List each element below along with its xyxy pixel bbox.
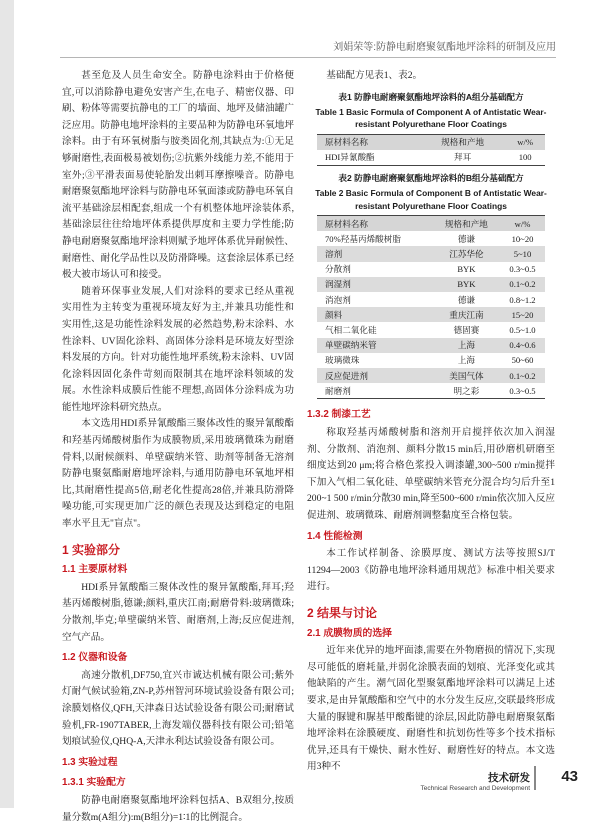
paragraph: 防静电耐磨聚氨酯地坪涂料包括A、B双组分,按质量分数m(A组分):m(B组分)=1∶1的比例混合。	[62, 794, 294, 823]
table-row	[317, 368, 545, 383]
table-cell: 颜料	[325, 309, 343, 320]
formula-table-a	[317, 134, 545, 166]
running-head: 刘娟荣等:防静电耐磨聚氨酯地坪涂料的研制及应用	[60, 38, 556, 58]
page-number: 43	[561, 768, 578, 785]
table-header: 原材料名称	[325, 137, 368, 148]
table-cell: 15~20	[511, 309, 534, 320]
table-header-row	[317, 134, 545, 150]
table-cell: 反应促进剂	[325, 370, 368, 381]
table-cell: BYK	[457, 279, 476, 290]
table-cell: 德谦	[457, 294, 476, 305]
table-cell: 德谦	[457, 233, 476, 244]
subsection-heading: 1.3 实验过程	[62, 756, 118, 768]
table-cell: 0.3~0.5	[509, 264, 536, 275]
table-cell: 0.3~0.5	[509, 385, 536, 396]
table-cell: 70%羟基丙烯酸树脂	[325, 233, 401, 244]
table-row	[317, 246, 545, 261]
table-header: 规格和产地	[444, 218, 488, 229]
table-cell: 分散剂	[325, 264, 351, 275]
footer-section-name: 技术研发	[488, 772, 530, 784]
right-column	[307, 68, 555, 776]
table-caption-english: Table 2 Basic Formula of Component B of Antistatic Wear-resistant Polyurethane Floor Coatings	[315, 188, 547, 211]
table-cell: 气相二氧化硅	[325, 324, 377, 335]
subsection-heading: 2.1 成膜物质的选择	[307, 627, 392, 639]
footer-divider	[534, 766, 536, 790]
table-row	[317, 150, 545, 166]
table-cell: 拜耳	[454, 152, 472, 163]
paragraph: 本文选用HDI系异氰酸酯三聚体改性的聚异氰酸酯和羟基丙烯酸树脂作为成膜物质,采用玻璃微珠为耐磨骨料,以耐候颜料、单壁碳纳米管、助剂等制备无溶剂防静电聚氨酯耐磨地坪涂料,与通用防静电环氧地坪相比,其耐磨性提高5倍,耐老化性提高28倍,并兼具防滑降噪功能,可实现更加广泛的颜色表现及达到稳定的电阻率水平且无"盲点"。	[62, 418, 294, 530]
table-cell: 玻璃微珠	[325, 355, 360, 366]
table-cell: 江苏华伦	[449, 248, 484, 259]
formula-table-b	[317, 215, 545, 399]
table-cell: 溶剂	[325, 248, 343, 259]
section-heading: 1 实验部分	[62, 542, 121, 557]
paragraph: 基础配方见表1、表2。	[326, 70, 423, 81]
paragraph: 高速分散机,DF750,宜兴市诚达机械有限公司;紫外灯耐气候试验箱,ZN-P,苏州智河环境试验设备有限公司;涂膜划格仪,QFH,天津森日达试验设备有限公司;耐磨试验机,FR-1907TABER,上海发端仪器科技有限公司;铅笔划痕试验仪,QHQ-A,天津永利达试验设备有限公司。	[62, 669, 294, 748]
left-column	[62, 68, 294, 826]
table-cell: 润湿剂	[325, 279, 351, 290]
table-cell: 德固赛	[453, 324, 480, 335]
table-cell: 0.5~1.0	[509, 324, 536, 335]
footer-section-english: Technical Research and Development	[420, 785, 530, 792]
subsection-heading: 1.3.2 制漆工艺	[307, 409, 371, 421]
table-cell: 0.4~0.6	[509, 340, 536, 351]
table-cell: 美国气体	[449, 370, 484, 381]
paragraph: 随着环保事业发展,人们对涂料的要求已经从重视实用性为主转变为重视环境友好为主,并兼具功能性和实用性,这是功能性涂料发展的必然趋势,粉末涂料、水性涂料、UV固化涂料、高固体分涂料是环境友好型涂料发展的方向。针对功能性地坪系统,粉末涂料、UV固化涂料因固化条件苛刻而限制其在地坪涂料领域的发展。水性涂料成膜后性能不理想,高固体分涂料成为功能性地坪涂料研究热点。	[62, 285, 294, 413]
table-caption-english: Table 1 Basic Formula of Component A of Antistatic Wear-resistant Polyurethane Floor Coatings	[315, 106, 547, 130]
subsection-heading: 1.1 主要原材料	[62, 564, 128, 576]
table-cell: 0.1~0.2	[509, 370, 536, 381]
table-header: 原材料名称	[325, 218, 368, 229]
table-cell: 消泡剂	[325, 294, 351, 305]
section-heading: 2 结果与讨论	[307, 605, 378, 620]
table-cell: 上海	[457, 355, 476, 366]
subsection-heading: 1.4 性能检测	[307, 530, 363, 542]
table-cell: 0.8~1.2	[509, 294, 536, 305]
table-cell: 上海	[457, 340, 476, 351]
table-cell: 0.1~0.2	[509, 279, 536, 290]
table-cell: HDI异氰酸酯	[325, 152, 375, 163]
table-cell: 重庆江南	[449, 309, 484, 320]
paragraph: 本工作试样制备、涂膜厚度、测试方法等按照SJ/T 11294—2003《防静电地坪涂料通用规范》标准中相关要求进行。	[307, 548, 555, 593]
paragraph: 甚至危及人员生命安全。防静电涂料由于价格便宜,可以消除静电避免安害产生,在电子、精密仪器、印刷、粉体等需要抗静电的工厂的墙面、地坪及储油罐广泛应用。防静电地坪涂料的主要品种为防静电环氧地坪涂料。由于有环氧树脂与胺类固化剂,其缺点为:①无足够耐磨性,表面极易被划伤;②抗紫外线能力差,不能用于室外;③平滑表面易使轮胎发出刺耳摩擦噪音。防静电耐磨聚氨酯地坪涂料与防静电环氧面漆或防静电环氧自流平基础涂层相配套,组成一个有机整体地坪涂装体系,基础涂层往往给地坪体系提供厚度和主要力学性能;防静电耐磨聚氨酯地坪涂料则赋予地坪体系优异耐候性、耐磨性、耐化学品性以及防滑降噪。这套涂层体系已经极大被市场认可和接受。	[62, 70, 294, 281]
table-row	[317, 277, 545, 292]
subsection-heading: 1.2 仪器和设备	[62, 652, 128, 664]
table-header: w/%	[514, 218, 531, 229]
table-row	[317, 353, 545, 368]
table-header: w/%	[517, 137, 534, 148]
table-row	[317, 292, 545, 307]
table-header: 规格和产地	[441, 137, 485, 148]
table-cell: 5~10	[513, 248, 532, 259]
subsection-heading: 1.3.1 实验配方	[62, 777, 126, 789]
table-row	[317, 262, 545, 277]
footer-section	[421, 770, 530, 792]
table-header-row	[317, 216, 545, 232]
table-cell: 耐磨剂	[325, 385, 351, 396]
paragraph: HDI系异氰酸酯三聚体改性的聚异氰酸酯,拜耳;羟基丙烯酸树脂,德谦;颜料,重庆江南;耐磨骨料:玻璃微珠;分散剂,毕克;单壁碳纳米管、耐磨剂,上海;反应促进剂,空气产品。	[62, 581, 294, 643]
paragraph: 称取羟基丙烯酸树脂和溶剂开启搅拌依次加入润湿剂、分散剂、消泡剂、颜料分散15 min后,用砂磨机研磨至细度达到20 μm;将合格色浆投入调漆罐,300~500 r/min搅拌下加入气相二氧化硅、单壁碳纳米管充分混合均匀后升至1 200~1 500 r/min分散30 min,降至500~600 r/min依次加入反应促进剂、玻璃微珠、耐磨剂调整黏度至合格包装。	[307, 427, 555, 521]
paragraph: 近年来优异的地坪面漆,需要在外物磨损的情况下,实现尽可能低的磨耗量,并弱化涂膜表面的划痕、光泽变化或其他缺陷的产生。潮气固化型聚氨酯地坪涂料可以满足上述要求,是由异氰酸酯和空气中的水分发生反应,交联最终形成大量的脲键和脲基甲酸酯键的涂层,因此防静电耐磨聚氨酯地坪涂料在涂膜硬度、耐磨性和抗划伤性等多个技术指标优异,还具有干燥快、耐水性好、耐磨性好的特点。本文选用3种不	[307, 645, 555, 773]
table-cell: 10~20	[511, 233, 534, 244]
table-row	[317, 322, 545, 337]
table-caption: 表1 防静电耐磨聚氨酯地坪涂料的A组分基础配方	[338, 91, 524, 102]
table-cell: 单壁碳纳米管	[325, 340, 377, 351]
table-row	[317, 383, 545, 399]
table-cell: 100	[518, 152, 532, 163]
table-cell: BYK	[457, 264, 476, 275]
table-row	[317, 231, 545, 246]
table-cell: 明之彩	[453, 385, 480, 396]
binding-margin	[0, 0, 14, 808]
table-cell: 50~60	[511, 355, 534, 366]
table-row	[317, 307, 545, 322]
table-row	[317, 338, 545, 353]
table-caption: 表2 防静电耐磨聚氨酯地坪涂料的B组分基础配方	[338, 173, 524, 183]
